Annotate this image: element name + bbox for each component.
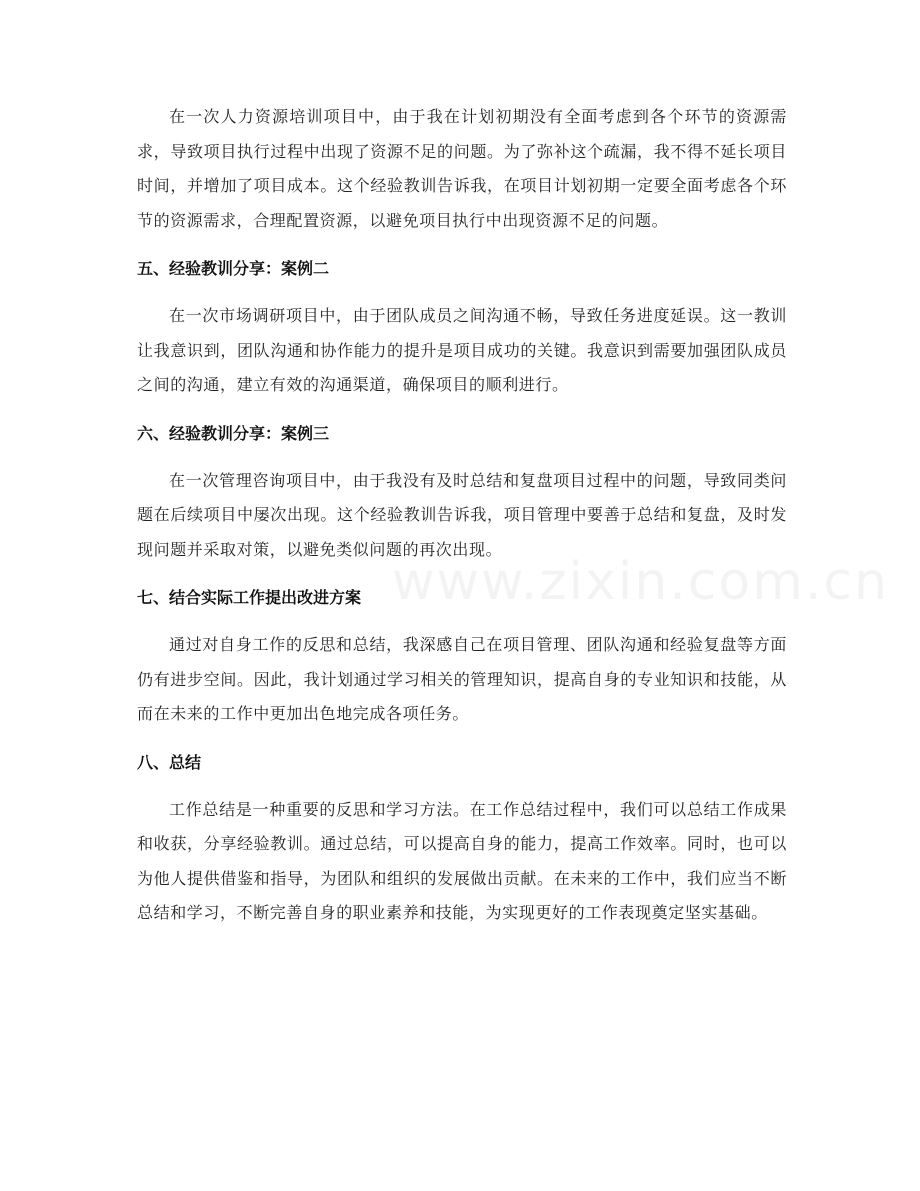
section-heading-6: 六、经验教训分享：案例三 — [137, 423, 330, 443]
section-heading-7: 七、结合实际工作提出改进方案 — [137, 588, 362, 607]
section-paragraph-7: 通过对自身工作的反思和总结，我深感自己在项目管理、团队沟通和经验复盘等方面仍有进步空间。因此，我计划通过学习相关的管理知识，提高自身的专业知识和技能，从而在未来的工作中更加出色地完成各项任务。 — [137, 635, 787, 723]
section-heading-8: 八、总结 — [137, 752, 202, 772]
intro-paragraph: 在一次人力资源培训项目中，由于我在计划初期没有全面考虑到各个环节的资源需求，导致项目执行过程中出现了资源不足的问题。为了弥补这个疏漏，我不得不延长项目时间，并增加了项目成本。这个经验教训告诉我，在项目计划初期一定要全面考虑各个环节的资源需求，合理配置资源，以避免项目执行中出现资源不足的问题。 — [137, 107, 787, 230]
document-body — [137, 100, 787, 931]
section-paragraph-6: 在一次管理咨询项目中，由于我没有及时总结和复盘项目过程中的问题，导致同类问题在后续项目中屡次出现。这个经验教训告诉我，项目管理中要善于总结和复盘，及时发现问题并采取对策，以避免类似问题的再次出现。 — [137, 470, 787, 559]
section-paragraph-8: 工作总结是一种重要的反思和学习方法。在工作总结过程中，我们可以总结工作成果和收获，分享经验教训。通过总结，可以提高自身的能力，提高工作效率。同时，也可以为他人提供借鉴和指导，为团队和组织的发展做出贡献。在未来的工作中，我们应当不断总结和学习，不断完善自身的职业素养和技能，为实现更好的工作表现奠定坚实基础。 — [137, 799, 787, 922]
section-heading-5: 五、经验教训分享：案例二 — [137, 259, 330, 278]
section-paragraph-5: 在一次市场调研项目中，由于团队成员之间沟通不畅，导致任务进度延误。这一教训让我意识到，团队沟通和协作能力的提升是项目成功的关键。我意识到需要加强团队成员之间的沟通，建立有效的沟通渠道，确保项目的顺利进行。 — [137, 306, 787, 394]
